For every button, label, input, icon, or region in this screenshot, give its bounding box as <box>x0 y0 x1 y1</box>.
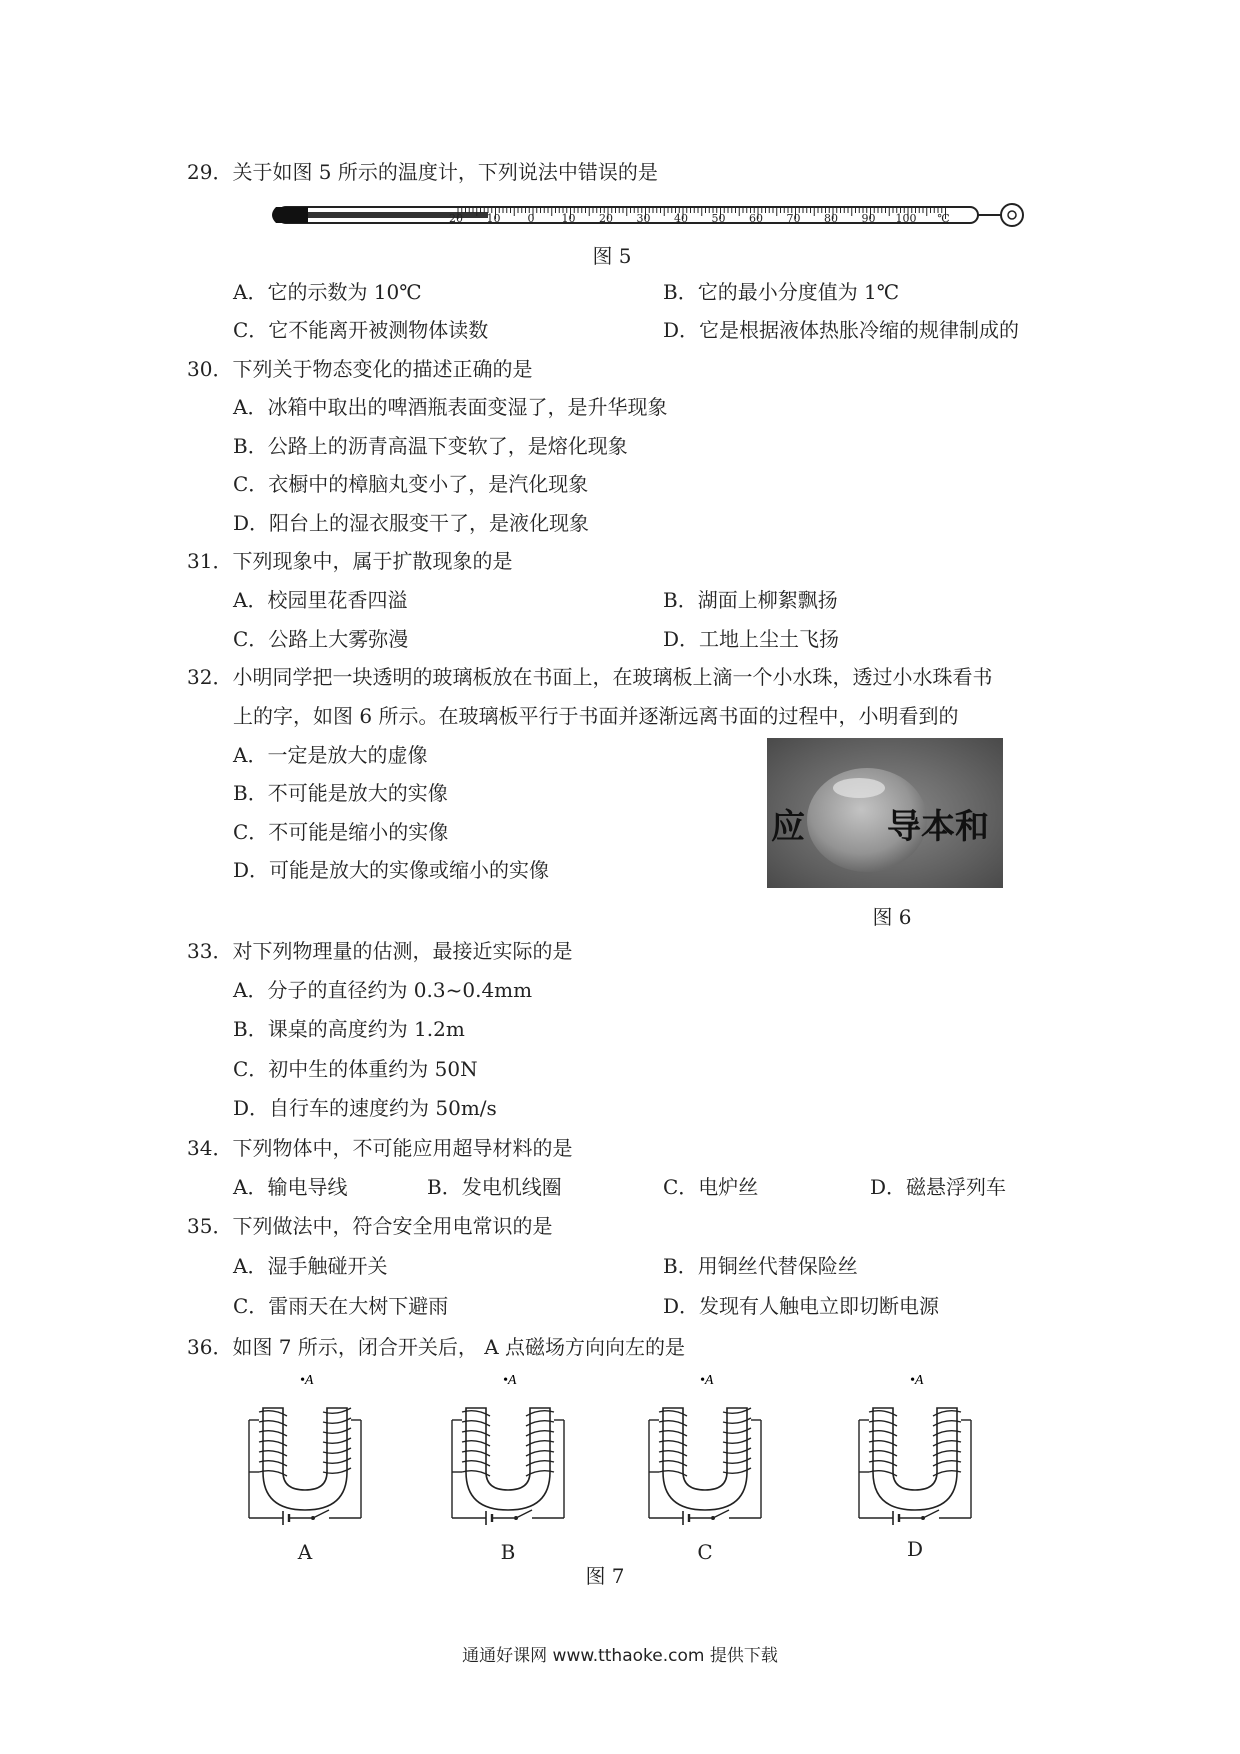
photo-chars-2: 导本和 <box>887 807 989 847</box>
thermometer-tick-label: 90 <box>861 212 876 225</box>
question-30: 30．下列关于物态变化的描述正确的是 <box>187 357 533 381</box>
q31-option-c: C．公路上大雾弥漫 <box>233 627 409 651</box>
q32-option-c: C．不可能是缩小的实像 <box>233 820 449 844</box>
thermometer-tick-label: 80 <box>824 212 838 225</box>
thermometer-tick-label: 60 <box>749 212 763 225</box>
photo-char-1: 应 <box>771 807 805 847</box>
thermometer-tick-label: 10 <box>486 212 501 225</box>
electromagnet-b <box>448 1370 568 1545</box>
q30-option-d: D．阳台上的湿衣服变干了，是液化现象 <box>233 511 590 535</box>
q31-option-d: D．工地上尘土飞扬 <box>663 627 840 651</box>
q35-option-c: C．雷雨天在大树下避雨 <box>233 1294 449 1318</box>
q33-option-d: D．自行车的速度约为 50m/s <box>233 1096 497 1120</box>
q29-option-a: A．它的示数为 10℃ <box>233 280 422 304</box>
q32-option-a: A．一定是放大的虚像 <box>233 743 428 767</box>
question-32-line1: 32．小明同学把一块透明的玻璃板放在书面上，在玻璃板上滴一个小水珠，透过小水珠看书 <box>187 665 993 689</box>
electromagnet-d <box>855 1370 975 1545</box>
thermometer-tick-label: 10 <box>561 212 576 225</box>
option-label-b: B <box>500 1540 516 1564</box>
thermometer-tick-label: 0 <box>527 212 535 225</box>
thermometer-bulb <box>272 207 308 223</box>
point-a-label: •A <box>910 1373 924 1388</box>
question-31: 31．下列现象中，属于扩散现象的是 <box>187 549 513 573</box>
electromagnet-c <box>645 1370 765 1545</box>
q29-option-d: D．它是根据液体热胀冷缩的规律制成的 <box>663 318 1020 342</box>
thermometer-tick-label: 100 <box>895 212 917 225</box>
q33-option-c: C．初中生的体重约为 50N <box>233 1057 478 1081</box>
q35-option-d: D．发现有人触电立即切断电源 <box>663 1294 940 1318</box>
q35-option-b: B．用铜丝代替保险丝 <box>663 1254 858 1278</box>
q34-option-a: A．输电导线 <box>233 1175 348 1199</box>
q29-option-c: C．它不能离开被测物体读数 <box>233 318 489 342</box>
q34-option-c: C．电炉丝 <box>663 1175 759 1199</box>
q31-option-b: B．湖面上柳絮飘扬 <box>663 588 838 612</box>
option-label-c: C <box>697 1540 713 1564</box>
fig7-caption: 图 7 <box>585 1564 625 1588</box>
q30-option-a: A．冰箱中取出的啤酒瓶表面变湿了，是升华现象 <box>233 395 668 419</box>
fig5-caption: 图 5 <box>592 244 632 268</box>
option-label-a: A <box>297 1540 313 1564</box>
thermometer-figure <box>268 195 1038 235</box>
q34-option-d: D．磁悬浮列车 <box>870 1175 1007 1199</box>
thermometer-tick-label: 70 <box>786 212 801 225</box>
point-a-label: •A <box>300 1373 314 1388</box>
q35-option-a: A．湿手触碰开关 <box>233 1254 388 1278</box>
question-35: 35．下列做法中，符合安全用电常识的是 <box>187 1214 553 1238</box>
thermometer-tick-label: 30 <box>636 212 651 225</box>
point-a-label: •A <box>503 1373 517 1388</box>
question-33: 33．对下列物理量的估测，最接近实际的是 <box>187 939 573 963</box>
question-29: 29．关于如图 5 所示的温度计，下列说法中错误的是 <box>187 160 658 184</box>
q32-option-b: B．不可能是放大的实像 <box>233 781 448 805</box>
point-a-label: •A <box>700 1373 714 1388</box>
thermometer-tick-label: 20 <box>449 212 463 225</box>
fig6-caption: 图 6 <box>872 905 912 929</box>
q29-option-b: B．它的最小分度值为 1℃ <box>663 280 900 304</box>
q30-option-b: B．公路上的沥青高温下变软了，是熔化现象 <box>233 434 628 458</box>
q30-option-c: C．衣橱中的樟脑丸变小了，是汽化现象 <box>233 472 589 496</box>
q32-option-d: D．可能是放大的实像或缩小的实像 <box>233 858 550 882</box>
thermometer-tick-label: 50 <box>711 212 726 225</box>
thermometer-tick-label: 20 <box>599 212 613 225</box>
q33-option-a: A．分子的直径约为 0.3~0.4mm <box>233 978 533 1002</box>
thermometer-tick-label: ℃ <box>937 212 950 225</box>
electromagnet-a <box>245 1370 365 1545</box>
question-36: 36．如图 7 所示，闭合开关后， A 点磁场方向向左的是 <box>187 1335 686 1359</box>
question-32-line2: 上的字，如图 6 所示。在玻璃板平行于书面并逐渐远离书面的过程中，小明看到的 <box>233 704 959 728</box>
option-label-d: D <box>906 1537 924 1561</box>
q34-option-b: B．发电机线圈 <box>427 1175 562 1199</box>
footer-credit: 通通好课网 www.tthaoke.com 提供下载 <box>462 1646 778 1666</box>
thermometer-tick-label: 40 <box>674 212 688 225</box>
q33-option-b: B．课桌的高度约为 1.2m <box>233 1017 465 1041</box>
water-drop-photo <box>767 738 1003 888</box>
q31-option-a: A．校园里花香四溢 <box>233 588 408 612</box>
question-34: 34．下列物体中，不可能应用超导材料的是 <box>187 1136 573 1160</box>
